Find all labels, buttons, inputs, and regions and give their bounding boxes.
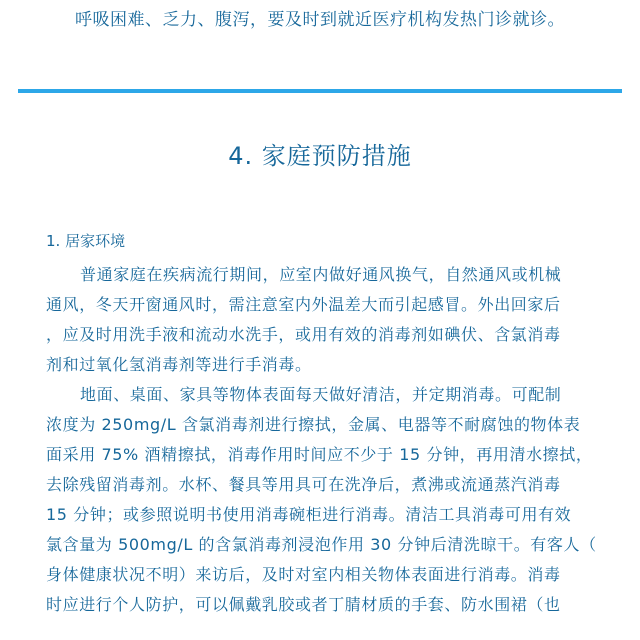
body-text	[46, 260, 606, 620]
paragraph-line: 通风，冬天开窗通风时，需注意室内外温差大而引起感冒。外出回家后	[46, 295, 561, 314]
paragraph-line: 普通家庭在疾病流行期间，应室内做好通风换气，自然通风或机械	[80, 265, 562, 284]
sub-heading: 1. 居家环境	[46, 232, 126, 250]
paragraph-line: 氯含量为 500mg/L 的含氯消毒剂浸泡作用 30 分钟后清洗晾干。有客人（	[46, 535, 597, 554]
paragraph-line: 地面、桌面、家具等物体表面每天做好清洁，并定期消毒。可配制	[80, 385, 562, 404]
paragraph-line: 去除残留消毒剂。水杯、餐具等用具可在洗净后，煮沸或流通蒸汽消毒	[46, 475, 561, 494]
paragraph-line: 浓度为 250mg/L 含氯消毒剂进行擦拭，金属、电器等不耐腐蚀的物体表	[46, 415, 581, 434]
paragraph-line: 15 分钟；或参照说明书使用消毒碗柜进行消毒。清洁工具消毒可用有效	[46, 505, 572, 524]
section-divider	[18, 89, 622, 93]
previous-section-tail-text: 呼吸困难、乏力、腹泻，要及时到就近医疗机构发热门诊就诊。	[75, 10, 565, 30]
paragraph-line: 面采用 75% 酒精擦拭，消毒作用时间应不少于 15 分钟，再用清水擦拭，	[46, 445, 593, 464]
paragraph-line: ，应及时用洗手液和流动水洗手，或用有效的消毒剂如碘伏、含氯消毒	[46, 325, 561, 344]
section-title: 4. 家庭预防措施	[228, 142, 412, 170]
paragraph-line: 时应进行个人防护，可以佩戴乳胶或者丁腈材质的手套、防水围裙（也	[46, 595, 561, 614]
paragraph-line: 身体健康状况不明）来访后，及时对室内相关物体表面进行消毒。消毒	[46, 565, 561, 584]
paragraph-line: 剂和过氧化氢消毒剂等进行手消毒。	[46, 355, 312, 374]
